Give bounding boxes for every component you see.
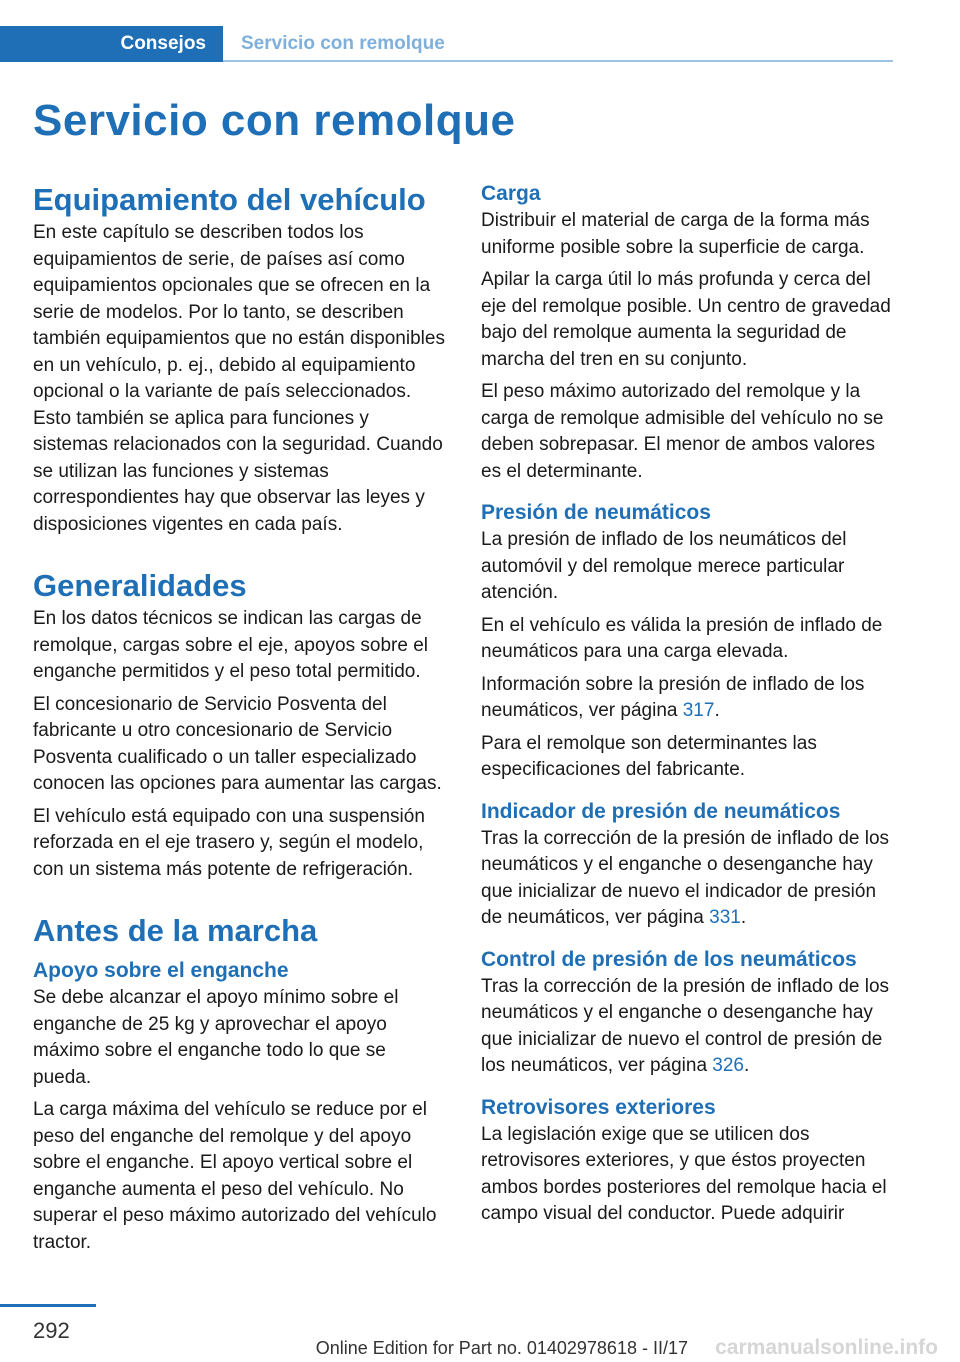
paragraph: El concesionario de Servicio Posventa del fabricante u otro concesionario de Servicio Posventa cualificado o un taller especializado conocen las opciones para aumentar las cargas.	[33, 693, 442, 794]
heading-control-presion: Control de presión de los neumáticos	[481, 947, 857, 971]
header-rule	[223, 60, 893, 62]
watermark: carmanualsonline.info	[715, 1336, 938, 1359]
tab-servicio-con-remolque[interactable]: Servicio con remolque	[241, 33, 445, 54]
tab-consejos[interactable]: Consejos	[0, 26, 223, 62]
paragraph: El peso máximo autorizado del remolque y la carga de remolque admisible del vehículo no se deben sobrepasar. El menor de ambos valores es el determinante.	[481, 381, 884, 482]
page-title: Servicio con remolque	[33, 96, 516, 145]
heading-equipamiento: Equipamiento del vehículo	[33, 182, 426, 217]
paragraph: Tras la corrección de la presión de inflado de los neumáticos y el enganche o desenganche hay que inicializar de nuevo el control de presión de los neumáticos, ver página 326.	[481, 975, 890, 1076]
paragraph: La presión de inflado de los neumáticos del automóvil y del remolque merece particular atención.	[481, 529, 847, 603]
paragraph: Apilar la carga útil lo más profunda y cerca del eje del remolque posible. Un centro de gravedad bajo del remolque aumenta la seguridad de marcha del tren en su conjunto.	[481, 269, 891, 370]
footer-rule	[0, 1304, 96, 1307]
paragraph: La legislación exige que se utilicen dos retrovisores exteriores, y que éstos proyecten ambos bordes posteriores del remolque hacia el campo visual del conductor. Puede adquirir	[481, 1123, 887, 1224]
heading-apoyo-enganche: Apoyo sobre el enganche	[33, 959, 289, 982]
heading-generalidades: Generalidades	[33, 568, 247, 603]
heading-carga: Carga	[481, 182, 541, 205]
heading-retrovisores: Retrovisores exteriores	[481, 1095, 716, 1119]
paragraph: Distribuir el material de carga de la forma más uniforme posible sobre la superficie de carga.	[481, 210, 870, 258]
paragraph: En los datos técnicos se indican las cargas de remolque, cargas sobre el eje, apoyos sobre el enganche permitidos y el peso total permitido.	[33, 608, 429, 682]
paragraph: Para el remolque son determinantes las especificaciones del fabricante.	[481, 732, 817, 780]
heading-indicador-presion: Indicador de presión de neumáticos	[481, 799, 841, 823]
page-link-317[interactable]: 317	[682, 700, 715, 721]
heading-antes-de-la-marcha: Antes de la marcha	[33, 913, 318, 948]
heading-presion-neumaticos: Presión de neumáticos	[481, 501, 711, 524]
paragraph: La carga máxima del vehículo se reduce por el peso del enganche del remolque y del apoyo sobre el enganche. El apoyo vertical sobre el enganche aumenta el peso del vehículo. No superar el peso máximo autorizado del vehículo tractor.	[33, 1099, 437, 1253]
header-bar	[0, 26, 893, 62]
right-column	[481, 180, 895, 1234]
paragraph: En el vehículo es válida la presión de inflado de neumáticos para una carga elevada.	[481, 614, 883, 662]
paragraph: Tras la corrección de la presión de inflado de los neumáticos y el enganche o desenganche hay que inicializar de nuevo el indicador de presión de neumáticos, ver página 331.	[481, 827, 890, 928]
paragraph: Se debe alcanzar el apoyo mínimo sobre el enganche de 25 kg y aprovechar el apoyo máximo sobre el enganche todo lo que se pueda.	[33, 987, 399, 1088]
edition-note: Online Edition for Part no. 01402978618 - II/17	[315, 1338, 688, 1358]
paragraph: En este capítulo se describen todos los equipamientos de serie, de países así como equipamientos opcionales que se ofrecen en la serie de modelos. Por lo tanto, se describen también equipamientos que no están disponibles en un vehículo, p. ej., debido al equipamiento opcional o la variante de país seleccionados. Esto también se aplica para funciones y sistemas relacionados con la seguridad. Cuando se utilizan las funciones y sistemas correspondientes hay que observar las leyes y disposiciones vigentes en cada país.	[33, 222, 445, 535]
left-column	[33, 180, 447, 1262]
page-link-326[interactable]: 326	[712, 1055, 744, 1076]
page-number: 292	[33, 1318, 70, 1343]
paragraph: El vehículo está equipado con una suspensión reforzada en el eje trasero y, según el modelo, con un sistema más potente de refrigeración.	[33, 805, 425, 880]
page-link-331[interactable]: 331	[709, 907, 741, 928]
paragraph: Información sobre la presión de inflado de los neumáticos, ver página 317.	[481, 673, 865, 721]
